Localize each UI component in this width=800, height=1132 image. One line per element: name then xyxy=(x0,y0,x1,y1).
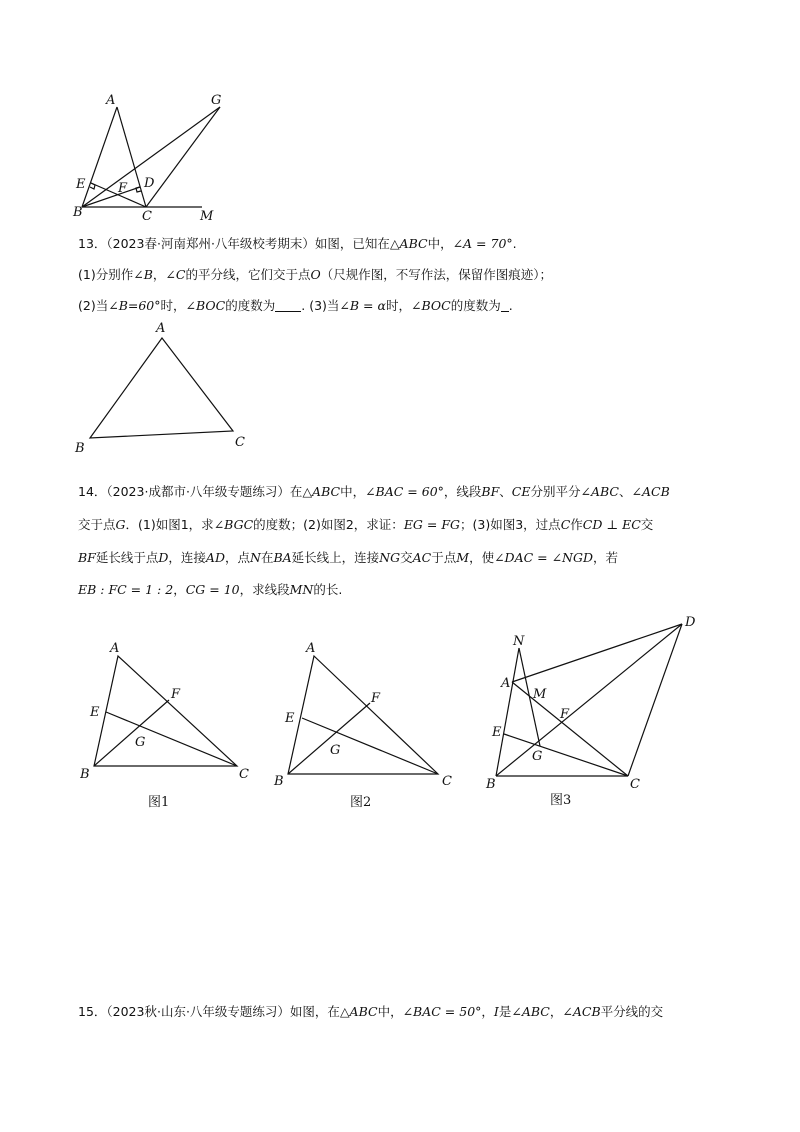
answer-blank-2[interactable] xyxy=(275,299,301,312)
label-b: B xyxy=(75,441,85,456)
q14-point-c: C xyxy=(560,517,571,532)
figure-caption: 图2 xyxy=(350,795,372,810)
q14-segment-bf: BF xyxy=(481,484,500,499)
label-c: C xyxy=(235,435,245,450)
q13-text: 的平分线，它们交于点 xyxy=(185,267,311,282)
label-f: F xyxy=(560,707,570,722)
label-a: A xyxy=(110,641,120,656)
q14-text: 交 xyxy=(400,550,413,565)
q14-segment-mn: MN xyxy=(289,582,314,597)
q14-perpendicular: CD ⊥ EC xyxy=(582,517,641,532)
q13-angle-boc: ∠BOC xyxy=(410,298,451,313)
q13-angle-a: ∠A = 70° xyxy=(452,236,513,251)
q14-text: 在 xyxy=(260,550,274,565)
q14-segment-ba: BA xyxy=(273,550,292,565)
q13-condition-b: ∠B=60° xyxy=(108,298,161,313)
q13-triangle: △ABC xyxy=(389,236,428,251)
segment-bd xyxy=(82,187,140,207)
q14-text: ；(3)如图3，过点 xyxy=(460,517,561,532)
label-m: M xyxy=(533,687,547,702)
label-a: A xyxy=(106,93,116,108)
q13-text: （尺规作图，不写作法，保留作图痕迹）； xyxy=(320,267,552,282)
q14-text: 延长线于点 xyxy=(95,550,159,565)
figure-14-2 xyxy=(272,638,462,818)
q13-text: . xyxy=(508,298,513,313)
q14-text: 的度数；(2)如图2，求证： xyxy=(253,517,404,532)
q15-text: 平分线的交 xyxy=(600,1004,664,1019)
q14-text: ，使 xyxy=(469,550,495,565)
q14-text: ，若 xyxy=(593,550,619,565)
q15-angle-abc: ∠ABC xyxy=(511,1004,550,1019)
segment-bf xyxy=(288,703,370,774)
triangle-abc xyxy=(288,656,438,774)
figure-14-1 xyxy=(80,638,260,818)
q13-part2-3 xyxy=(78,297,513,315)
q14-angle-bgc: ∠BGC xyxy=(213,517,254,532)
q14-ratio: EB : FC = 1 : 2 xyxy=(78,582,174,597)
triangle-abc xyxy=(94,656,237,766)
triangle-abc xyxy=(90,338,233,438)
q15-triangle: △ABC xyxy=(339,1004,378,1019)
figure-caption: 图1 xyxy=(148,795,170,810)
q15-stem xyxy=(78,1003,663,1021)
q14-point-m: M xyxy=(456,550,470,565)
q14-text: 交于点 xyxy=(78,517,116,532)
figure-14-3 xyxy=(482,612,722,812)
label-b: B xyxy=(80,767,90,782)
q15-text: 如图，在 xyxy=(289,1004,340,1019)
q14-text: 中， xyxy=(340,484,366,499)
q14-segment-bf: BF xyxy=(78,550,96,565)
segment-ce xyxy=(106,712,237,766)
q13-text: ， xyxy=(152,267,166,282)
q14-text: ，点 xyxy=(224,550,250,565)
q14-point-g: G xyxy=(115,517,126,532)
label-b: B xyxy=(274,774,284,789)
label-d: D xyxy=(144,176,155,191)
q14-triangle: △ABC xyxy=(302,484,341,499)
answer-blank-3[interactable] xyxy=(501,299,509,312)
label-b: B xyxy=(73,205,83,220)
q15-angle-bac: ∠BAC = 50° xyxy=(402,1004,482,1019)
q14-text: ．(1)如图1，求 xyxy=(125,517,214,532)
q14-line2 xyxy=(78,516,653,534)
q14-angle-acb: ∠ACB xyxy=(631,484,670,499)
label-g: G xyxy=(211,93,222,108)
q14-text: 的长. xyxy=(313,582,343,597)
q13-text: 时， xyxy=(160,298,186,313)
q14-cg-value: CG = 10 xyxy=(185,582,240,597)
q13-text: 的度数为 xyxy=(450,298,501,313)
q14-line3 xyxy=(78,549,618,567)
figure-q13 xyxy=(70,318,270,458)
q14-text: ， xyxy=(173,582,186,597)
q13-text: 的度数为 xyxy=(225,298,276,313)
q13-angle-boc: ∠BOC xyxy=(185,298,226,313)
label-g: G xyxy=(532,749,543,764)
label-n: N xyxy=(513,634,525,649)
q14-source: （2023·成都市·八年级专题练习） xyxy=(106,484,290,499)
q14-line4 xyxy=(78,581,342,599)
q13-angle-b: ∠B xyxy=(133,267,153,282)
q14-point-n: N xyxy=(250,550,261,565)
q14-text: ，连接 xyxy=(168,550,206,565)
figure-q12 xyxy=(70,92,230,222)
q14-angle-abc: ∠ABC xyxy=(580,484,619,499)
q13-number: 13． xyxy=(78,236,107,251)
q14-text: 、 xyxy=(619,484,632,499)
label-m: M xyxy=(200,209,214,222)
label-c: C xyxy=(239,767,249,782)
q13-text: (2)当 xyxy=(78,298,109,313)
q13-stem xyxy=(78,235,517,253)
q15-text: ， xyxy=(481,1004,494,1019)
q15-point-i: I xyxy=(493,1004,499,1019)
label-b: B xyxy=(486,777,496,792)
q14-text: 、 xyxy=(499,484,512,499)
q13-part1 xyxy=(78,266,552,284)
q13-text: (1)分别作 xyxy=(78,267,134,282)
q14-segment-ng: NG xyxy=(379,550,401,565)
label-f: F xyxy=(171,687,181,702)
q15-text: ， xyxy=(549,1004,563,1019)
label-f: F xyxy=(371,691,381,706)
label-c: C xyxy=(142,209,152,222)
q14-number: 14． xyxy=(78,484,107,499)
q15-text: 是 xyxy=(498,1004,512,1019)
q13-source: （2023春·河南郑州·八年级校考期末） xyxy=(106,236,315,251)
q13-text: 如图，已知在 xyxy=(314,236,390,251)
q13-condition-alpha: ∠B = α xyxy=(339,298,386,313)
q14-text: 延长线上，连接 xyxy=(291,550,380,565)
label-e: E xyxy=(492,725,502,740)
label-d: D xyxy=(685,615,696,630)
label-f: F xyxy=(118,181,128,196)
q13-text: . (3)当 xyxy=(301,298,340,313)
q14-text: 于点 xyxy=(431,550,457,565)
q14-text: ，线段 xyxy=(443,484,482,499)
q15-text: 中， xyxy=(377,1004,403,1019)
q14-segment-ce: CE xyxy=(511,484,531,499)
q13-text: 中， xyxy=(427,236,453,251)
q13-point-o: O xyxy=(310,267,321,282)
segment-ce xyxy=(302,718,438,774)
q13-text: . xyxy=(512,236,517,251)
figure-caption: 图3 xyxy=(550,793,572,808)
q15-angle-acb: ∠ACB xyxy=(562,1004,601,1019)
label-c: C xyxy=(442,774,452,789)
label-g: G xyxy=(135,735,146,750)
segment-bn xyxy=(496,648,519,776)
q14-equation-eg-fg: EG = FG xyxy=(403,517,461,532)
q14-text: ，求线段 xyxy=(239,582,290,597)
label-c: C xyxy=(630,777,640,792)
segment-cg xyxy=(146,107,220,207)
q14-text: 交 xyxy=(640,517,654,532)
label-e: E xyxy=(76,177,86,192)
label-a: A xyxy=(501,676,511,691)
q14-segment-ad: AD xyxy=(205,550,225,565)
label-a: A xyxy=(306,641,316,656)
label-e: E xyxy=(285,711,295,726)
segment-ad xyxy=(512,624,682,682)
q14-angle-equation: ∠DAC = ∠NGD xyxy=(494,550,594,565)
q14-segment-ac: AC xyxy=(412,550,432,565)
label-a: A xyxy=(156,321,166,336)
segment-bg xyxy=(82,107,220,207)
q15-source: （2023秋·山东·八年级专题练习） xyxy=(106,1004,290,1019)
q14-line1 xyxy=(78,483,670,501)
label-e: E xyxy=(90,705,100,720)
q14-text: 在 xyxy=(289,484,303,499)
q15-number: 15． xyxy=(78,1004,107,1019)
q14-angle-bac: ∠BAC = 60° xyxy=(365,484,444,499)
q13-angle-c: ∠C xyxy=(165,267,186,282)
q13-text: 时， xyxy=(385,298,411,313)
label-g: G xyxy=(330,743,341,758)
q14-text: 分别平分 xyxy=(530,484,581,499)
q14-point-d: D xyxy=(158,550,169,565)
q14-text: 作 xyxy=(570,517,583,532)
